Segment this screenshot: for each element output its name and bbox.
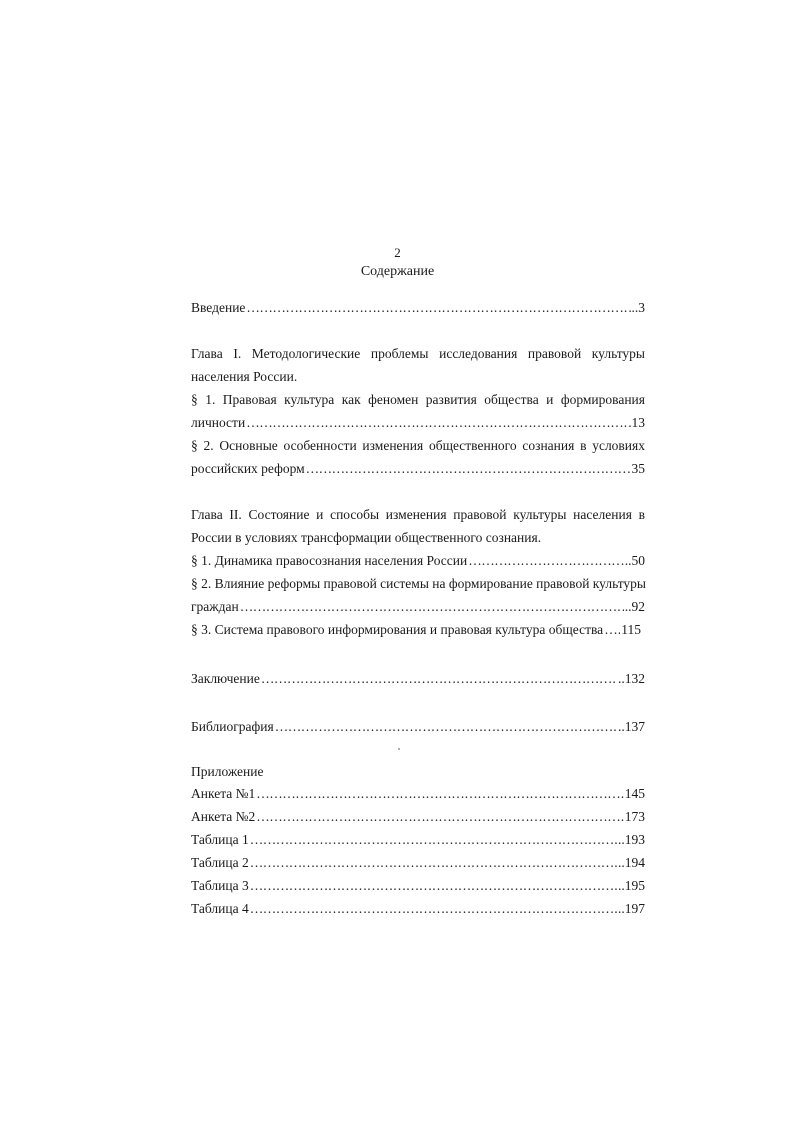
toc-entry-page: ..195: [618, 878, 645, 893]
chapter-1-section-2-cont: [191, 457, 645, 480]
toc-entry-page: ..50: [624, 553, 645, 568]
chapter-1-section-1: § 1. Правовая культура как феномен развития общества и формирования: [191, 392, 645, 407]
chapter-2-section-2-cont: [191, 595, 645, 618]
chapter-1-section-1-cont: [191, 411, 645, 434]
toc-entry-bibliography: [191, 715, 645, 738]
chapter-1-section-2: § 2. Основные особенности изменения общественного сознания в условиях: [191, 438, 645, 453]
toc-entry-label: российских реформ: [191, 461, 305, 476]
toc-entry-label: Заключение: [191, 671, 260, 686]
toc-entry-label: Введение: [191, 300, 246, 315]
toc-entry-label: Анкета №2: [191, 809, 256, 824]
toc-entry-page: ..194: [618, 855, 645, 870]
dot-leader: [240, 595, 624, 618]
toc-entry-page: 35: [631, 461, 645, 476]
appendix-item: [191, 874, 645, 897]
page-number: 2: [394, 245, 401, 260]
toc-entry-label: граждан: [191, 599, 239, 614]
toc-entry-label: Таблица 4: [191, 901, 249, 916]
dot-leader: [250, 897, 617, 920]
scan-speck: [398, 748, 400, 750]
appendix-item: [191, 782, 645, 805]
toc-entry-intro: [191, 296, 645, 319]
toc-entry-label: Таблица 3: [191, 878, 249, 893]
toc-entry-label: § 1. Динамика правосознания населения России: [191, 553, 468, 568]
dot-leader: [604, 618, 620, 641]
toc-entry-page: 115: [621, 622, 641, 637]
dot-leader: [246, 411, 630, 434]
toc-entry-page: 145: [624, 786, 645, 801]
chapter-1-heading: Глава I. Методологические проблемы исследования правовой культуры: [191, 346, 645, 361]
appendix-item: [191, 828, 645, 851]
dot-leader: [250, 828, 617, 851]
dot-leader: [250, 874, 617, 897]
chapter-2-section-3: [191, 618, 641, 641]
toc-entry-page: ..132: [618, 671, 645, 686]
toc-entry-page: 13: [631, 415, 645, 430]
dot-leader: [261, 667, 617, 690]
appendix-item: [191, 897, 645, 920]
chapter-2-heading: Глава II. Состояние и способы изменения правовой культуры населения в: [191, 507, 645, 522]
toc-entry-label: Анкета №1: [191, 786, 256, 801]
chapter-1-heading-cont: населения России.: [191, 369, 298, 384]
dot-leader: [246, 296, 630, 319]
toc-entry-conclusion: [191, 667, 645, 690]
appendix-heading: Приложение: [191, 764, 264, 779]
page-title: Содержание: [360, 264, 435, 279]
toc-entry-page: ..3: [631, 300, 645, 315]
appendix-item: [191, 805, 645, 828]
dot-leader: [256, 782, 623, 805]
toc-entry-page: ..137: [618, 719, 645, 734]
appendix-item: [191, 851, 645, 874]
chapter-2-section-1: [191, 549, 645, 572]
toc-entry-label: Таблица 2: [191, 855, 249, 870]
dot-leader: [275, 715, 617, 738]
toc-entry-label: Таблица 1: [191, 832, 249, 847]
toc-entry-page: ..193: [618, 832, 645, 847]
chapter-2-heading-cont: России в условиях трансформации общественного сознания.: [191, 530, 542, 545]
chapter-2-section-2: § 2. Влияние реформы правовой системы на формирование правовой культуры: [191, 576, 647, 591]
toc-entry-label: § 3. Система правового информирования и правовая культура общества: [191, 622, 604, 637]
dot-leader: [306, 457, 631, 480]
dot-leader: [250, 851, 617, 874]
dot-leader: [468, 549, 624, 572]
toc-entry-page: 173: [624, 809, 645, 824]
toc-entry-page: ..197: [618, 901, 645, 916]
toc-entry-label: Библиография: [191, 719, 274, 734]
toc-entry-page: ..92: [624, 599, 645, 614]
dot-leader: [256, 805, 623, 828]
toc-entry-label: личности: [191, 415, 246, 430]
